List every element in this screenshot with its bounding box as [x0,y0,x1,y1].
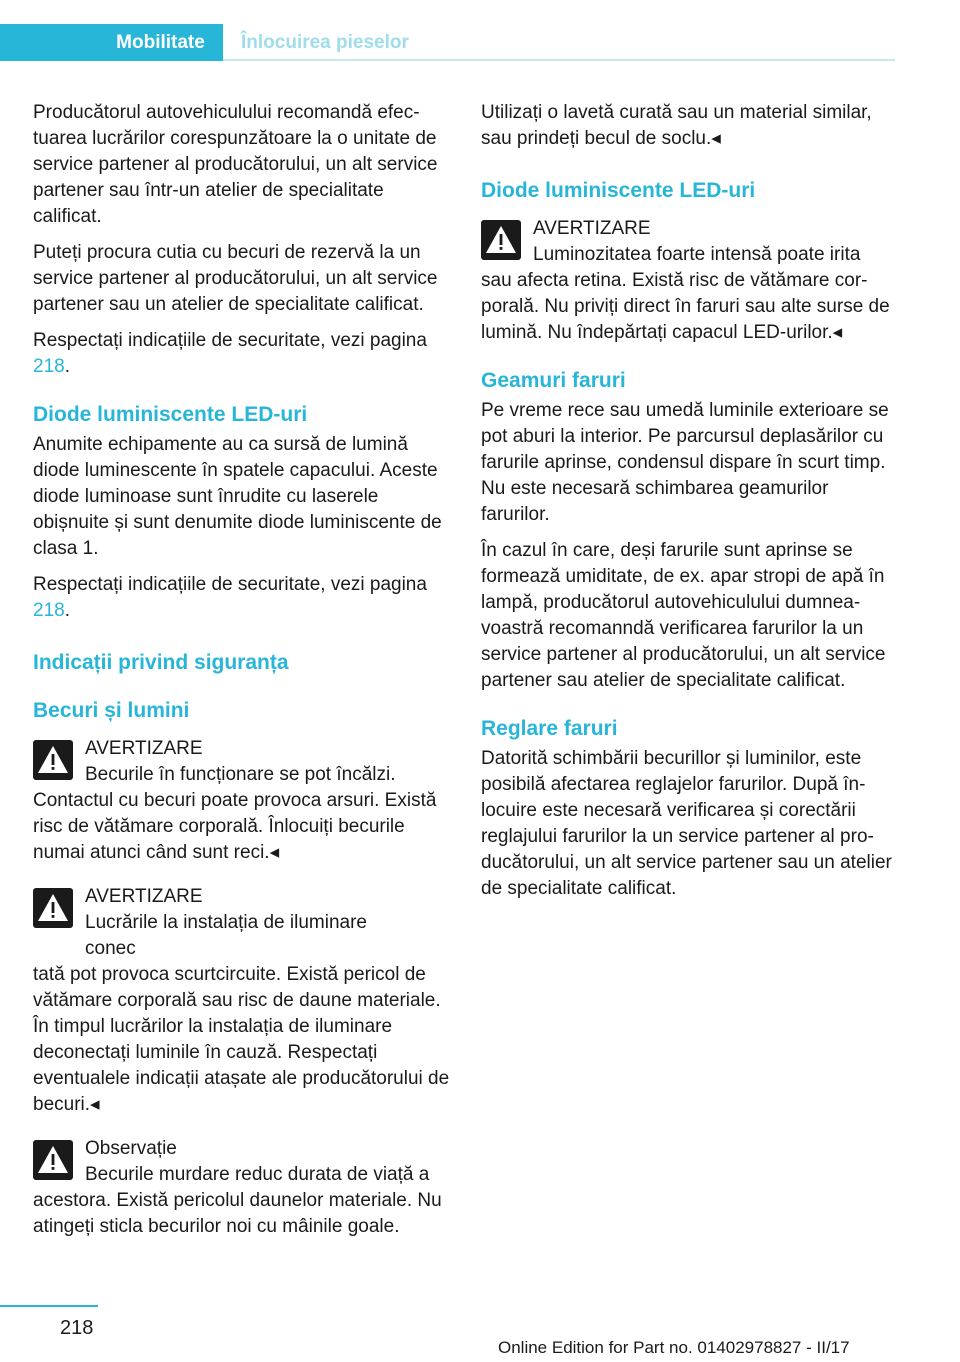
paragraph: În cazul în care, deși farurile sunt aprinse se formează umiditate, de ex. apar stropi de apă în lampă, producătorul autovehiculului dumneavoastră recomanndă verificarea farurilor la un service partener al producătorului, un alt service partener sau atelier de specialitate calificat. [481,540,886,691]
header-divider [223,59,895,61]
paragraph-text: . [64,600,70,621]
notice-text: acestora. Există pericolul daunelor materiale. Nu atingeți sticla becurilor noi cu mâinile goale. [33,1190,442,1237]
page-header [0,24,895,61]
section-heading-bulbs: Becuri și lumini [33,699,190,722]
warning-title: AVERTIZARE [85,738,203,759]
paragraph-text: . [64,356,70,377]
paragraph: Pe vreme rece sau umedă luminile exterioare se pot aburi la interior. Pe parcursul deplasărilor cu farurile aprinse, condensul dispare în scurt timp. Nu este necesară schimbarea geamurilor farurilor. [481,400,889,525]
warning-triangle-icon [33,740,73,780]
warning-title: AVERTIZARE [533,218,651,239]
header-section-tab: Mobilitate [98,24,223,61]
paragraph: Puteți procura cutia cu becuri de rezervă la un service partener al producătorului, un alt service partener sau un atelier de specialitate calificat. [33,242,438,315]
warning-triangle-icon [33,1140,73,1180]
section-heading-led: Diode luminiscente LED-uri [481,179,756,202]
section-heading-headlight-glass: Geamuri faruri [481,369,626,392]
section-heading-safety: Indicații privind siguranța [33,651,289,674]
edition-note: Online Edition for Part no. 01402978827 - II/17 [498,1338,850,1357]
warning-title: AVERTIZARE [85,886,203,907]
warning-text: Contactul cu becuri poate provoca arsuri. Există risc de vătămare corporală. Înlocuiți becurile numai atunci când sunt reci.◂ [33,790,437,863]
page-number: 218 [60,1317,94,1339]
paragraph: Anumite echipamente au ca sursă de lumină diode luminescente în spatele capacului. Aceste diode luminoase sunt înrudite cu laserele obișnuite și sunt denumite diode luminiscente de clasa 1. [33,434,442,559]
paragraph: Datorită schimbării becurillor și luminilor, este posibilă afectarea reglajelor farurilor. După înlocuire este necesară verificarea și corectării reglajului farurilor la un service partener al producătorului, un alt service partener sau un atelier de specialitate calificat. [481,748,892,899]
notice-box [33,1136,451,1240]
warning-box [481,216,899,346]
paragraph [33,328,451,380]
warning-text: tată pot provoca scurtcircuite. Există pericol de vătămare corporală sau risc de daune materiale. În timpul lucrărilor la instalația de iluminare deconectați luminile în cauză. Respectați eventualele indicații atașate ale producătorului de becuri.◂ [33,964,450,1115]
warning-text: Luminozitatea foarte intensă poate irita [533,244,861,265]
header-accent-block [0,24,98,61]
warning-triangle-icon [33,888,73,928]
warning-triangle-icon [481,220,521,260]
section-heading-headlight-adjust: Reglare faruri [481,717,618,740]
notice-text: Becurile murdare reduc durata de viață a [85,1164,430,1185]
page-link[interactable]: 218 [33,356,65,377]
paragraph-text: Respectați indicațiile de securitate, vezi pagina [33,574,427,595]
right-column [481,100,899,912]
paragraph: Producătorul autovehiculului recomandă efectuarea lucrărilor corespunzătoare la o unitate de service partener al producătorului, un alt service partener sau într-un atelier de specialitate calificat. [33,102,438,227]
section-heading-led: Diode luminiscente LED-uri [33,403,308,426]
warning-text: sau afecta retina. Există risc de vătămare corporală. Nu priviți direct în faruri sau alte surse de lumină. Nu îndepărtați capacul LED-urilor.◂ [481,270,890,343]
paragraph: Utilizați o lavetă curată sau un material similar, sau prindeți becul de soclu.◂ [481,102,872,149]
warning-text: Becurile în funcționare se pot încălzi. [85,764,396,785]
left-column [33,100,451,1258]
warning-box [33,884,451,1118]
footer-divider [0,1305,98,1307]
paragraph-text: Respectați indicațiile de securitate, vezi pagina [33,330,427,351]
header-subsection-title: Înlocuirea pieselor [241,32,409,53]
warning-text: Lucrările la instalația de iluminare conec [85,912,367,959]
notice-title: Observație [85,1138,177,1159]
warning-box [33,736,451,866]
page-link[interactable]: 218 [33,600,65,621]
paragraph [33,572,451,624]
